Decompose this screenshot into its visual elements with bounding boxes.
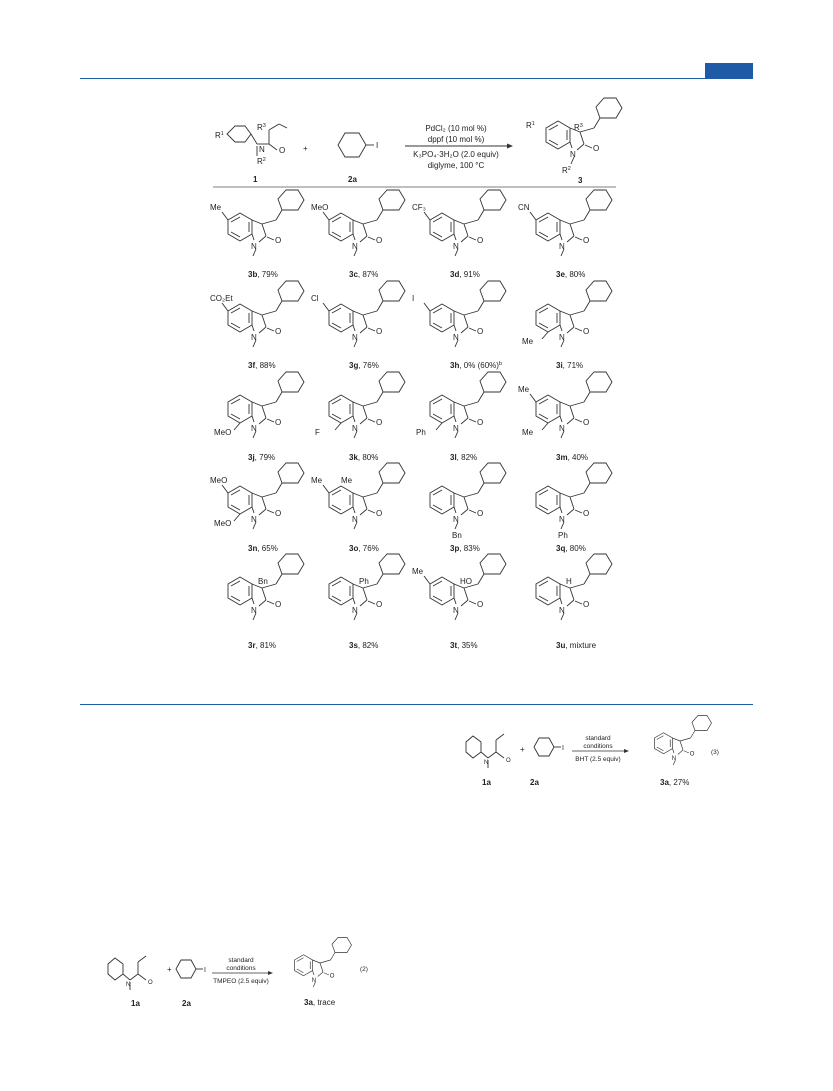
svg-text:R2: $R^2$ [562, 166, 571, 175]
product-label: 3 [578, 176, 583, 185]
product-structure-3d [412, 190, 506, 256]
eq3 [466, 716, 719, 788]
n-substituent-label: Ph [558, 531, 568, 540]
scheme-reactant-1 [215, 123, 287, 184]
product-structure-3l [416, 372, 506, 438]
product-caption-3r: 3r, 81% [248, 641, 277, 650]
n-atom-label: N [559, 333, 565, 342]
svg-text:BHT (2.5 equiv): BHT (2.5 equiv) [575, 756, 621, 763]
plus-sign: + [303, 144, 308, 153]
svg-text:1a: 1a [131, 999, 140, 1008]
scheme-conditions [405, 124, 513, 170]
product-caption-3m: 3m, 40% [556, 453, 589, 462]
o-atom-label: O [477, 600, 484, 609]
product-structure-3e [518, 190, 612, 256]
product-structure-3q [536, 463, 612, 540]
n-atom-label: N [453, 606, 459, 615]
o-atom-label: O [583, 418, 590, 427]
svg-text:diglyme, 100 °C: diglyme, 100 °C [427, 161, 485, 170]
o-atom-label: O [583, 236, 590, 245]
svg-text:conditions: conditions [226, 965, 256, 972]
eq2 [108, 938, 368, 1009]
svg-text:3a, trace: 3a, trace [304, 998, 336, 1007]
eq2-reactant-2 [176, 960, 206, 978]
svg-text:O: O [593, 144, 600, 153]
svg-text:2a: 2a [182, 999, 191, 1008]
iodide-label: I [376, 141, 379, 150]
svg-text:3a, 27%: 3a, 27% [660, 778, 690, 787]
svg-text:(2): (2) [360, 966, 368, 973]
substituent-label: Me [522, 337, 534, 346]
substituent-label: I [412, 294, 415, 303]
product-structure-3p [430, 463, 506, 540]
product-caption-3o: 3o, 76% [349, 544, 379, 553]
substituent-label: Me [522, 428, 534, 437]
substituent-label: Me [518, 385, 530, 394]
o-atom-label: O [477, 509, 484, 518]
svg-text:O: O [148, 980, 153, 986]
svg-text:I: I [204, 967, 206, 974]
product-caption-3d: 3d, 91% [450, 270, 480, 279]
product-caption-3q: 3q, 80% [556, 544, 586, 553]
substituent-label: CF₃ [412, 203, 426, 212]
r3-substituent-label: Ph [359, 577, 369, 586]
n-atom-label: N [251, 242, 257, 251]
product-caption-3s: 3s, 82% [349, 641, 379, 650]
svg-text:K₃PO₄·3H₂O (2.0 equiv): K₃PO₄·3H₂O (2.0 equiv) [413, 150, 499, 159]
svg-text:O: O [689, 751, 695, 758]
substituent-label: MeO [214, 519, 232, 528]
svg-text:(3): (3) [711, 749, 719, 756]
n-atom-label: N [251, 515, 257, 524]
product-structure-3u [536, 554, 612, 620]
product-caption-3k: 3k, 80% [349, 453, 379, 462]
product-caption-3h: 3h, 0% $(60\%)^b$ [450, 361, 502, 370]
product-structure-3t [412, 554, 506, 620]
svg-text:N: N [311, 977, 317, 984]
n-substituent-label: Bn [452, 531, 462, 540]
substituent-label: Me [341, 476, 353, 485]
svg-text:standard: standard [228, 957, 254, 964]
o-atom-label: O [376, 509, 383, 518]
n-atom-label: N [559, 424, 565, 433]
svg-text:PdCl₂ (10 mol %): PdCl₂ (10 mol %) [425, 124, 487, 133]
eq3-product [655, 716, 712, 766]
substituent-label: F [315, 428, 320, 437]
svg-text:N: N [671, 755, 677, 762]
svg-text:O: O [506, 758, 511, 764]
product-structure-3g [311, 281, 405, 347]
svg-text:dppf (10 mol %): dppf (10 mol %) [427, 135, 485, 144]
o-label: O [279, 146, 286, 155]
product-caption-3c: 3c, 87% [349, 270, 379, 279]
product-caption-3j: 3j, 79% [248, 453, 276, 462]
product-structure-3i [522, 281, 612, 347]
eq3-reactant-2 [534, 738, 564, 756]
substituent-label: CN [518, 203, 530, 212]
svg-text:+: + [520, 745, 525, 754]
n-atom-label: N [453, 333, 459, 342]
n-atom-label: N [352, 242, 358, 251]
product-caption-3t: 3t, 35% [450, 641, 478, 650]
product-structure-3s [329, 554, 405, 620]
svg-text:TMPEO (2.5 equiv): TMPEO (2.5 equiv) [213, 978, 269, 985]
reactant-1-label: 1 [253, 175, 258, 184]
product-structure-3r [228, 554, 304, 620]
o-atom-label: O [583, 327, 590, 336]
n-atom-label: N [251, 333, 257, 342]
o-atom-label: O [275, 236, 282, 245]
substituent-label: Me [311, 476, 323, 485]
product-structure-3o [311, 463, 405, 529]
o-atom-label: O [583, 600, 590, 609]
n-atom-label: N [453, 242, 459, 251]
eq2-product [295, 938, 352, 988]
n-atom-label: N [453, 424, 459, 433]
svg-text:O: O [329, 973, 335, 980]
n-atom-label: N [251, 424, 257, 433]
o-atom-label: O [583, 509, 590, 518]
reactant-2-label: 2a [348, 175, 357, 184]
svg-text:N: N [570, 150, 576, 159]
svg-text:2a: 2a [530, 778, 539, 787]
svg-text:R3: $R^3$ [574, 123, 583, 132]
n-atom-label: N [559, 242, 565, 251]
o-atom-label: O [275, 327, 282, 336]
product-structure-3j [214, 372, 304, 438]
product-caption-3p: 3p, 83% [450, 544, 480, 553]
substituent-label: Ph [416, 428, 426, 437]
n-atom-label: N [352, 515, 358, 524]
svg-text:standard: standard [585, 735, 611, 742]
n-atom-label: N [251, 606, 257, 615]
scheme-product [526, 98, 622, 185]
o-atom-label: O [376, 236, 383, 245]
product-grid [210, 190, 612, 650]
n-atom-label: N [559, 606, 565, 615]
r1-label: $R^1$ [215, 131, 224, 140]
product-caption-3i: 3i, 71% [556, 361, 584, 370]
r3-substituent-label: H [566, 577, 572, 586]
o-atom-label: O [376, 600, 383, 609]
svg-text:1a: 1a [482, 778, 491, 787]
substituent-label: MeO [311, 203, 329, 212]
scheme-reactant-2 [338, 133, 378, 184]
n-atom-label: N [352, 606, 358, 615]
substituent-label: Cl [311, 294, 319, 303]
r3-substituent-label: HO [460, 577, 472, 586]
substituent-label: Me [210, 203, 222, 212]
product-structure-3c [311, 190, 405, 256]
n-label: N [259, 145, 265, 154]
n-atom-label: N [352, 333, 358, 342]
svg-text:N: N [484, 760, 489, 766]
product-caption-3l: 3l, 82% [450, 453, 478, 462]
r3-label: $R^3$ [257, 123, 266, 132]
substituent-label: CO₂Et [210, 294, 233, 303]
product-structure-3k [315, 372, 405, 438]
product-structure-3b [210, 190, 304, 256]
svg-text:I: I [562, 745, 564, 752]
svg-text:R1: $R^1$ [526, 121, 535, 130]
substituent-label: MeO [210, 476, 228, 485]
o-atom-label: O [275, 600, 282, 609]
substituent-label: Me [412, 567, 424, 576]
substituent-label: MeO [214, 428, 232, 437]
o-atom-label: O [376, 418, 383, 427]
product-caption-3g: 3g, 76% [349, 361, 379, 370]
o-atom-label: O [275, 509, 282, 518]
product-structure-3f [210, 281, 304, 347]
eq2-reactant-1 [108, 956, 153, 990]
product-caption-3u: 3u, mixture [556, 641, 597, 650]
product-caption-3f: 3f, 88% [248, 361, 276, 370]
n-atom-label: N [352, 424, 358, 433]
product-structure-3m [518, 372, 612, 438]
o-atom-label: O [477, 236, 484, 245]
svg-text:N: N [126, 982, 131, 988]
r3-substituent-label: Bn [258, 577, 268, 586]
product-caption-3n: 3n, 65% [248, 544, 278, 553]
eq3-reactant-1 [466, 734, 511, 768]
svg-text:+: + [167, 965, 172, 974]
o-atom-label: O [477, 327, 484, 336]
svg-text:conditions: conditions [583, 743, 613, 750]
product-structure-3n [210, 463, 304, 529]
r2-label: $R^2$ [257, 157, 266, 166]
o-atom-label: O [376, 327, 383, 336]
product-structure-3h [412, 281, 506, 347]
n-atom-label: N [453, 515, 459, 524]
n-atom-label: N [559, 515, 565, 524]
o-atom-label: O [477, 418, 484, 427]
product-caption-3e: 3e, 80% [556, 270, 586, 279]
o-atom-label: O [275, 418, 282, 427]
product-caption-3b: 3b, 79% [248, 270, 278, 279]
